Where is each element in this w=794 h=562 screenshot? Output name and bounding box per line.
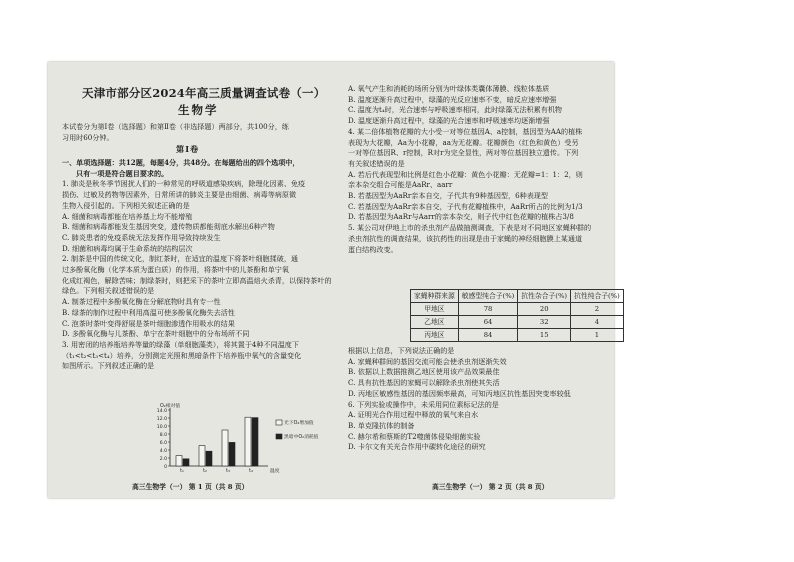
question-line: 一对等位基因R、r控制，R对r为完全显性，两对等位基因独立遗传。下列 (348, 148, 579, 158)
y-tick-label: 12.0 (156, 417, 167, 422)
exam-intro (62, 122, 338, 143)
section-heading: 一、单项选择题：共12题，每题4分，共48分。在每题给出的四个选项中， (62, 158, 300, 167)
volume-heading: 第Ⅰ卷 (176, 144, 200, 154)
page-one (54, 62, 338, 498)
question-line: 4. 某二倍体植物花瓣的大小受一对等位基因A、a控制，基因型为AA的植株 (348, 126, 583, 136)
y-tick-label: 2.0 (159, 457, 167, 462)
table-cell: 84 (458, 329, 518, 342)
question-line: C. 肺炎患者的免疫系统无法发挥作用导致持续发生 (62, 232, 221, 242)
question-line: 有关叙述错误的是 (348, 158, 405, 168)
table-row (411, 316, 624, 329)
section-heading: 只有一项是符合题目要求的。 (76, 168, 169, 178)
question-line: C. 赫尔希和蔡斯的T2噬菌体侵染细菌实验 (348, 431, 481, 441)
question-line: B. 依据以上数据推测乙地区使用该产品效果最佳 (348, 367, 500, 377)
bar-light-1 (176, 456, 182, 466)
question-line: 过多酚氧化酶（化学本质为蛋白质）的作用，将茶叶中的儿茶酚和单宁氧 (62, 265, 289, 275)
table-cell: 丙地区 (411, 329, 459, 342)
subject-title: 生物学 (178, 103, 219, 117)
legend-label: 黑暗中O₂消耗值 (284, 435, 319, 440)
exam-title: 天津市部分区2024年高三质量调查试卷（一） (82, 86, 326, 100)
legend-swatch (276, 420, 282, 425)
question-line: 化成红褐色，解除苦味；制绿茶时，则把采下的茶叶立即高温焙火杀青，以保持茶叶的 (62, 275, 332, 285)
page-footer: 高三生物学（一） 第 2 页（共 8 页） (432, 483, 549, 491)
question-line: （t₁<t₂<t₃<t₄）培养，分别测定光照和黑暗条件下培养瓶中氧气的含量变化 (62, 350, 302, 360)
table-cell: 4 (571, 316, 624, 329)
question-line: D. 多酚氧化酶与儿茶酚、单宁在茶叶细胞中的分布场所不同 (62, 329, 250, 339)
table-header: 抗性杂合子(%) (518, 290, 571, 303)
legend-label: 光下O₂增加值 (284, 421, 314, 426)
table-cell: 78 (458, 303, 518, 316)
bar-dark-4 (252, 418, 258, 466)
question-line: 损伤、过敏及药物等因素外，日常所讲的肺炎主要是由细菌、病毒等病原微 (62, 190, 297, 200)
question-line: 绿色。下列相关叙述错误的是 (62, 286, 155, 296)
housefly-resistance-table (410, 289, 624, 342)
question-line: 生物入侵引起的。下列相关叙述正确的是 (62, 200, 190, 210)
bar-dark-1 (183, 459, 189, 466)
question-line: C. 泡茶时茶叶变得舒展是茶叶细胞渗透作用吸水的结果 (62, 318, 235, 328)
bar-dark-3 (229, 442, 235, 466)
y-tick-label: 10.0 (156, 425, 167, 430)
question-line: A. 若后代表现型和比例是红色小花瓣：黄色小花瓣：无花瓣=1：1：2，则 (348, 169, 583, 179)
question-line: C. 温度为t₄时，光合速率与呼吸速率相同，此时绿藻无法积累有机物 (348, 105, 563, 115)
y-tick-label: 4.0 (159, 449, 167, 454)
table-cell: 甲地区 (411, 303, 459, 316)
x-tick-label: t₃ (226, 469, 230, 474)
question-line: D. 丙地区敏感性基因的基因频率最高，可知丙地区抗性基因突变率较低 (348, 388, 571, 398)
question-line: 2. 制茶是中国的传统文化，制红茶时，在适宜的温度下将茶叶细胞揉破，通 (62, 254, 299, 264)
question-line: A. 家蝇种群间的基因交流可能会使杀虫剂逐渐失效 (348, 356, 507, 366)
question-line: C. 具有抗性基因的家蝇可以解除杀虫剂使其失活 (348, 378, 500, 388)
question-line: B. 单克隆抗体的制备 (348, 420, 415, 430)
table-row (411, 329, 624, 342)
question-line: D. 若基因型为AaRr与Aarr的亲本杂交，则子代中红色花瓣的植株占3/8 (348, 212, 574, 222)
y-tick-label: 6.0 (159, 441, 167, 446)
question-line: 6. 下列实验或操作中，未采用同位素标记法的是 (348, 399, 499, 409)
question-line: 表现为大花瓣，Aa为小花瓣，aa为无花瓣。花瓣颜色（红色和黄色）受另 (348, 137, 579, 147)
question-line: 根据以上信息，下列说法正确的是 (348, 346, 455, 355)
question-block (348, 84, 608, 255)
question-line: 杀虫剂抗性的调查结果，该抗药性的出现是由于家蝇的神经细胞膜上某通道 (348, 233, 583, 243)
y-axis-label: O₂相对值 (160, 404, 181, 409)
oxygen-bar-chart (124, 400, 334, 476)
table-cell: 1 (571, 329, 624, 342)
y-tick-label: 14.0 (156, 409, 167, 414)
question-line: A. 制茶过程中多酚氧化酶在分解底物时具有专一性 (62, 297, 221, 307)
page-two (344, 62, 620, 498)
question-line: 如图所示。下列叙述正确的是 (62, 361, 155, 371)
bar-light-3 (222, 430, 228, 466)
question-line: D. 细菌和病毒均属于生命系统的结构层次 (62, 243, 193, 253)
x-axis-label: 温度 (270, 469, 280, 474)
question-line: B. 绿茶的制作过程中利用高温可使多酚氧化酶失去活性 (62, 307, 235, 317)
question-line: D. 温度逐渐升高过程中，绿藻的光合速率和呼吸速率均逐渐增强 (348, 116, 550, 126)
question-line: 亲本杂交组合可能是AaRr、aarr (348, 180, 453, 190)
question-line: D. 卡尔文有关光合作用中碳转化途径的研究 (348, 442, 486, 452)
question-block (348, 346, 608, 453)
legend-swatch (276, 434, 282, 439)
question-line: B. 细菌和病毒都能发生基因突变，遗传物质都能彻底水解出6种产物 (62, 222, 275, 232)
intro-line: 本试卷分为第Ⅰ卷（选择题）和第Ⅱ卷（非选择题）两部分，共100分，练 (62, 122, 289, 131)
question-line: B. 若基因型为AaRr亲本自交，子代共有9种基因型，6种表现型 (348, 191, 548, 201)
page-footer: 高三生物学（一） 第 1 页（共 8 页） (132, 483, 249, 491)
table-header: 家蝇种群来源 (411, 290, 459, 303)
question-line: 3. 用密闭的培养瓶培养等量的绿藻（单细胞藻类），将其置于4种不同温度下 (62, 339, 299, 349)
table-header-row (411, 290, 624, 303)
table-cell: 64 (458, 316, 518, 329)
question-line: 5. 某公司对伊地上市的杀虫剂产品做抽测调查，下表是对不同地区家蝇种群的 (348, 223, 592, 233)
table-header: 抗性纯合子(%) (571, 290, 624, 303)
table-cell: 32 (518, 316, 571, 329)
y-tick-label: 0 (164, 465, 167, 470)
y-tick-label: 8.0 (159, 433, 167, 438)
exam-sheet (48, 62, 620, 498)
bar-dark-2 (206, 451, 212, 466)
question-line: A. 证明光合作用过程中释放的氧气来自水 (348, 410, 479, 420)
question-line: A. 细菌和病毒都能在培养基上均不能增殖 (62, 211, 193, 221)
x-tick-label: t₁ (180, 469, 184, 474)
table-cell: 2 (571, 303, 624, 316)
bar-light-4 (245, 417, 251, 466)
intro-line: 习用时60分钟。 (62, 132, 114, 142)
question-line: 1. 肺炎是秋冬季节困扰人们的一种常见的呼吸道感染疾病，除理化因素、免疫 (62, 179, 306, 189)
table-row (411, 303, 624, 316)
question-line: 蛋白结构改变。 (348, 244, 398, 254)
table-header: 敏感型纯合子(%) (458, 290, 518, 303)
question-block (62, 158, 338, 372)
table-cell: 20 (518, 303, 571, 316)
question-line: C. 若基因型为AaRr亲本自交，子代有花瓣植株中，AaRr所占的比例为1/3 (348, 201, 583, 211)
question-line: A. 氧气产生和消耗的场所分别为叶绿体类囊体薄膜、线粒体基质 (348, 84, 550, 93)
bar-light-2 (199, 446, 205, 466)
x-tick-label: t₄ (249, 469, 253, 474)
question-line: B. 温度逐渐升高过程中，绿藻的光反应速率不变，暗反应速率增强 (348, 94, 557, 104)
table-cell: 乙地区 (411, 316, 459, 329)
table-cell: 15 (518, 329, 571, 342)
x-tick-label: t₂ (203, 469, 207, 474)
